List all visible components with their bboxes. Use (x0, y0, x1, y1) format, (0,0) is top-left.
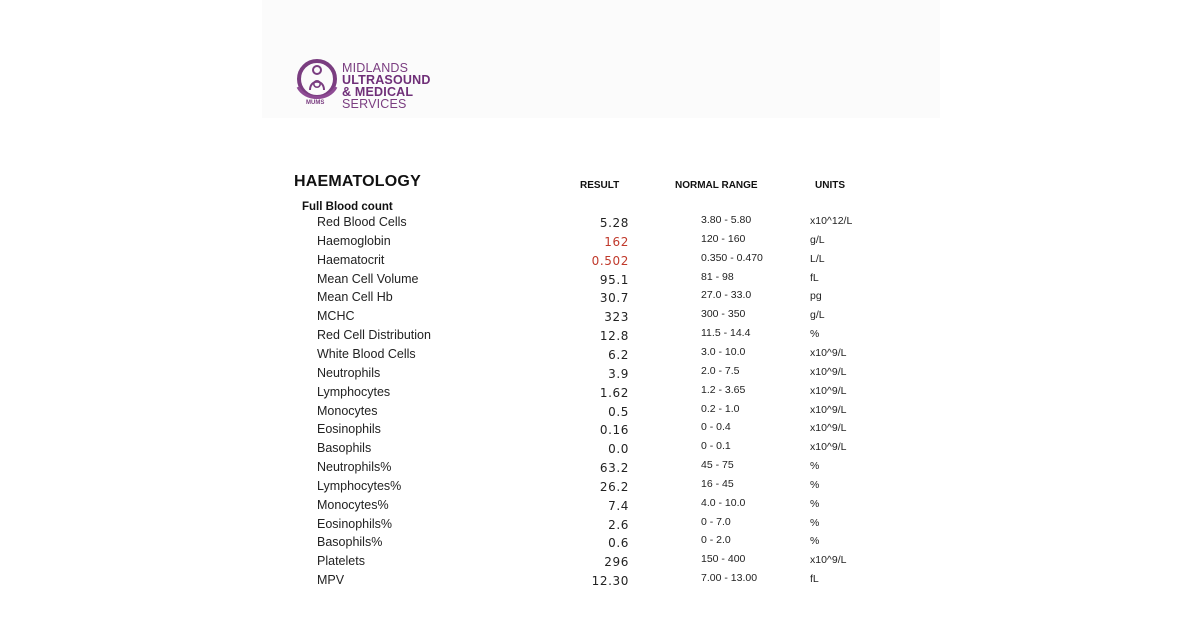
result-value: 0.5 (608, 404, 629, 419)
table-row (0, 422, 1200, 440)
unit-label: g/L (810, 233, 825, 246)
table-row (0, 347, 1200, 365)
unit-label: % (810, 535, 820, 548)
table-row (0, 573, 1200, 591)
normal-range: 0 - 0.4 (701, 421, 731, 434)
table-row (0, 441, 1200, 459)
clinic-logo (295, 57, 445, 113)
normal-range: 81 - 98 (701, 270, 734, 283)
unit-label: % (810, 460, 820, 473)
unit-label: x10^12/L (810, 215, 853, 227)
normal-range: 120 - 160 (701, 232, 746, 245)
result-value: 3.9 (608, 366, 629, 381)
test-name: White Blood Cells (317, 346, 416, 361)
test-name: Monocytes% (317, 497, 389, 512)
table-row (0, 272, 1200, 290)
table-row (0, 253, 1200, 271)
normal-range: 4.0 - 10.0 (701, 496, 746, 509)
table-row (0, 535, 1200, 553)
table-row (0, 554, 1200, 572)
table-row (0, 479, 1200, 497)
result-value: 0.16 (599, 423, 629, 438)
normal-range: 150 - 400 (701, 553, 746, 566)
table-row (0, 328, 1200, 346)
test-name: Mean Cell Hb (317, 290, 393, 305)
test-name: Haematocrit (317, 252, 385, 267)
test-name: MCHC (317, 309, 355, 324)
unit-label: % (810, 516, 820, 529)
normal-range-column-header: NORMAL RANGE (675, 180, 758, 191)
test-name: Neutrophils% (317, 460, 392, 475)
unit-label: % (810, 328, 820, 341)
normal-range: 16 - 45 (701, 477, 734, 490)
result-value: 1.62 (599, 385, 629, 400)
normal-range: 3.0 - 10.0 (701, 345, 746, 358)
test-name: Red Blood Cells (317, 215, 407, 229)
unit-label: % (810, 478, 820, 491)
result-value: 7.4 (608, 498, 629, 513)
result-value: 30.7 (599, 291, 629, 306)
result-value: 12.30 (591, 574, 629, 589)
unit-label: % (810, 497, 820, 510)
unit-label: L/L (810, 252, 825, 265)
result-column-header: RESULT (580, 180, 620, 191)
clinic-name-line-4: SERVICES (342, 97, 407, 111)
result-value: 2.6 (608, 517, 629, 532)
normal-range: 11.5 - 14.4 (701, 327, 751, 340)
test-name: Eosinophils% (317, 516, 393, 531)
test-name: MPV (317, 573, 345, 588)
table-row (0, 460, 1200, 478)
unit-label: g/L (810, 309, 825, 322)
test-name: Neutrophils (317, 365, 381, 380)
result-value: 6.2 (608, 347, 629, 362)
result-value: 162 (604, 234, 629, 249)
result-value: 95.1 (599, 272, 629, 287)
normal-range: 0.2 - 1.0 (701, 402, 740, 415)
normal-range: 7.00 - 13.00 (701, 572, 758, 585)
test-name: Eosinophils (317, 422, 381, 437)
test-name: Mean Cell Volume (317, 271, 419, 286)
clinic-name-line-1: MIDLANDS (342, 61, 409, 75)
normal-range: 0 - 2.0 (701, 534, 731, 547)
table-row (0, 517, 1200, 535)
normal-range: 3.80 - 5.80 (701, 214, 752, 226)
report-title: HAEMATOLOGY (294, 173, 421, 190)
normal-range: 300 - 350 (701, 308, 746, 321)
table-row (0, 404, 1200, 422)
unit-label: x10^9/L (810, 422, 847, 435)
normal-range: 1.2 - 3.65 (701, 383, 746, 396)
clinic-name (342, 62, 431, 110)
result-value: 0.502 (591, 253, 629, 268)
units-column-header: UNITS (815, 180, 845, 191)
table-row (0, 498, 1200, 516)
table-row (0, 290, 1200, 308)
test-name: Red Cell Distribution (317, 328, 431, 343)
unit-label: fL (810, 573, 819, 586)
result-value: 5.28 (599, 216, 629, 230)
unit-label: x10^9/L (810, 384, 847, 397)
normal-range: 0.350 - 0.470 (701, 251, 763, 264)
test-name: Haemoglobin (317, 233, 391, 248)
result-value: 323 (604, 310, 629, 325)
normal-range: 45 - 75 (701, 459, 734, 472)
result-value: 12.8 (599, 329, 629, 344)
test-name: Basophils (317, 441, 372, 456)
unit-label: x10^9/L (810, 346, 847, 359)
unit-label: pg (810, 290, 822, 303)
normal-range: 0 - 7.0 (701, 515, 731, 528)
table-row (0, 215, 1200, 233)
test-name: Lymphocytes (317, 384, 391, 399)
clinic-name-line-3: & MEDICAL (342, 85, 414, 99)
table-row (0, 309, 1200, 327)
result-value: 0.6 (608, 536, 629, 551)
test-name: Monocytes (317, 403, 378, 418)
unit-label: x10^9/L (810, 441, 847, 454)
test-name: Lymphocytes% (317, 478, 402, 493)
test-name: Basophils% (317, 535, 383, 550)
unit-label: x10^9/L (810, 403, 847, 416)
normal-range: 0 - 0.1 (701, 440, 731, 453)
section-heading: Full Blood count (302, 201, 393, 213)
normal-range: 2.0 - 7.5 (701, 364, 740, 377)
table-row (0, 366, 1200, 384)
table-row (0, 385, 1200, 403)
clinic-name-line-2: ULTRASOUND (342, 73, 431, 87)
logo-badge: MUMS (306, 100, 325, 106)
result-value: 26.2 (599, 479, 629, 494)
test-name: Platelets (317, 554, 365, 569)
result-value: 296 (604, 555, 629, 570)
unit-label: x10^9/L (810, 365, 847, 378)
unit-label: fL (810, 271, 819, 284)
result-value: 0.0 (608, 442, 629, 457)
table-row (0, 234, 1200, 252)
normal-range: 27.0 - 33.0 (701, 289, 752, 302)
unit-label: x10^9/L (810, 554, 847, 567)
result-value: 63.2 (599, 461, 629, 476)
